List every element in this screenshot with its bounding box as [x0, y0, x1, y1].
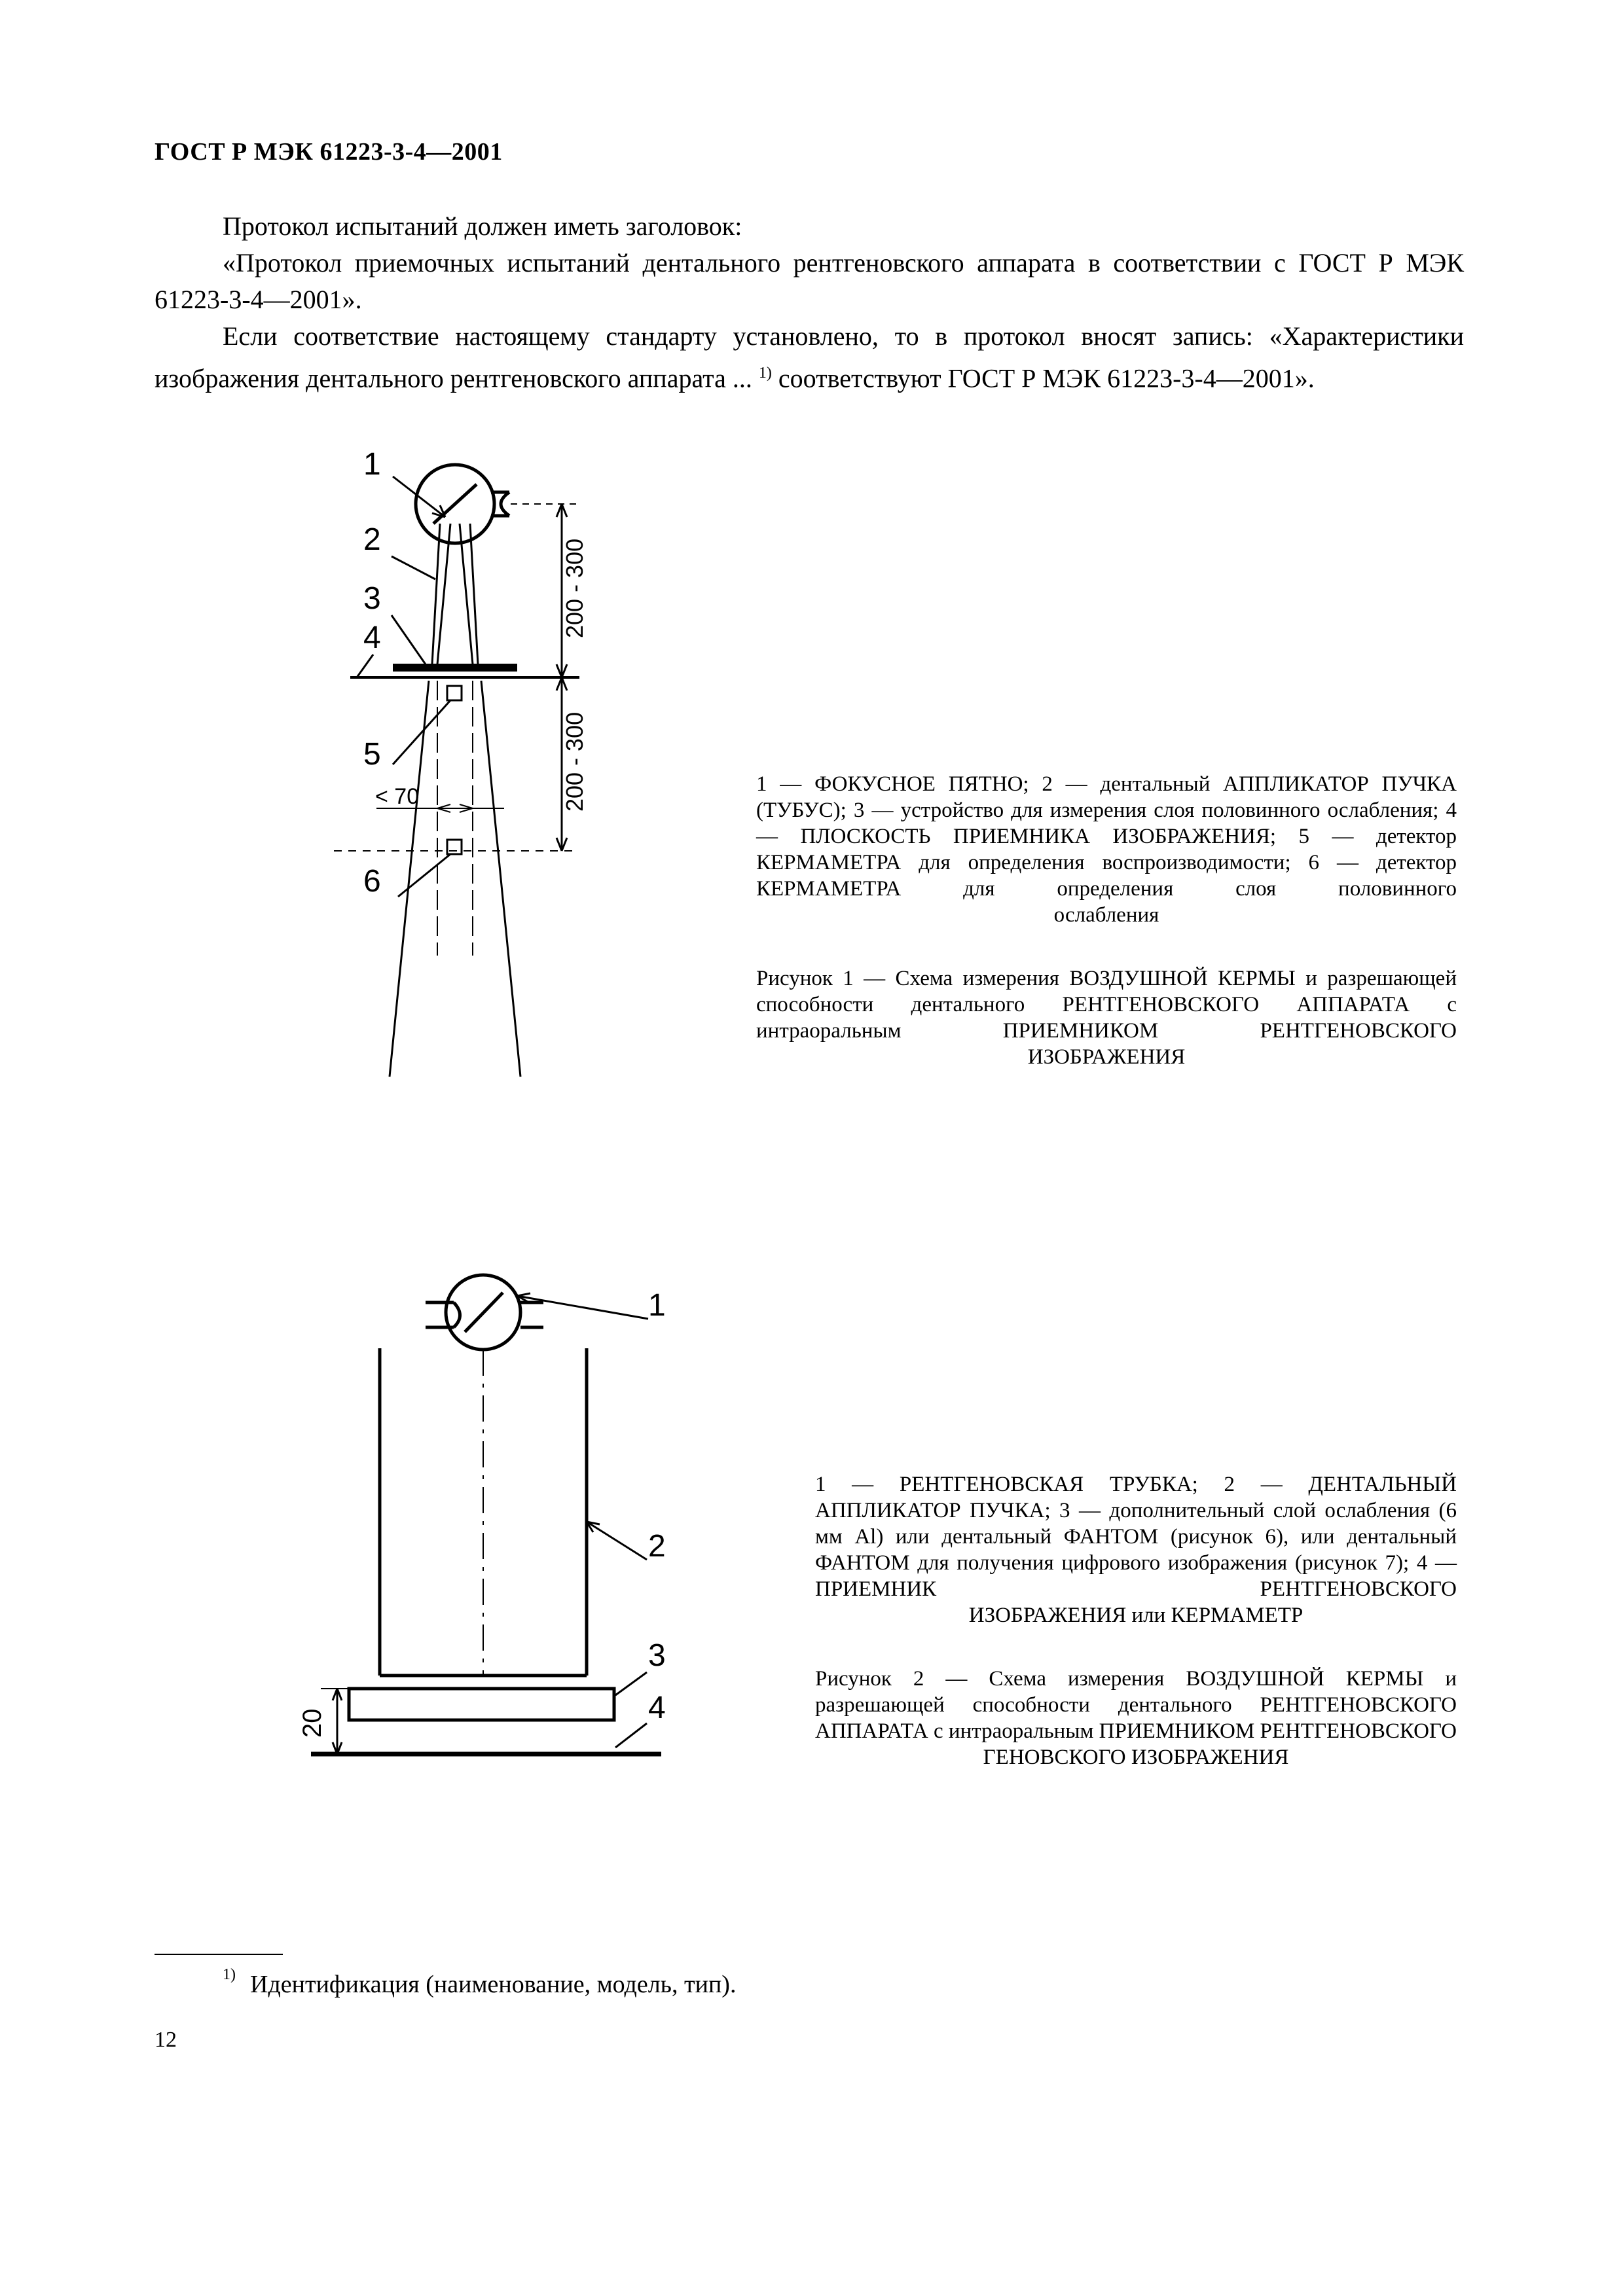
figure-1-legend-text: 1 — ФОКУСНОЕ ПЯТНО; 2 — дентальный АППЛИКАТОР ПУЧКА (ТУБУС); 3 — устройство для измерения слоя половинного ослабления; 4 — ПЛОСКОСТЬ ПРИЕМНИКА ИЗОБРАЖЕНИЯ; 5 — детектор КЕРМАМЕТРА для определения воспроизводимости; 6 — детектор КЕРМАМЕТРА для определения слоя половинного — [756, 772, 1457, 901]
figure-1-caption — [756, 965, 1457, 1070]
fig2-attenuation-layer — [349, 1689, 614, 1720]
figure-2-legend-last-line: ИЗОБРАЖЕНИЯ или КЕРМАМЕТР — [968, 1604, 1304, 1627]
page-number: 12 — [155, 2028, 177, 2052]
intro-paragraph-3 — [155, 318, 1464, 397]
fig1-label-5: 5 — [363, 737, 381, 772]
x-ray-tube-circle — [416, 465, 494, 543]
fig1-label-2: 2 — [363, 522, 381, 557]
intro-paragraph-3-text: Если соответствие настоящему стандарту установлено, то в протокол вносят запись: «Характеристики изображения дентального рентгеновского аппарата ... — [155, 321, 1464, 393]
fig1-dim-width: < 70 — [375, 784, 420, 809]
intro-paragraph-2: «Протокол приемочных испытаний дентального рентгеновского аппарата в соответствии с ГОСТ Р МЭК 61223-3-4—2001». — [155, 248, 1464, 314]
footnote — [223, 1966, 737, 1999]
fig2-label-3: 3 — [648, 1638, 666, 1673]
fig2-dim-height: 20 — [298, 1708, 327, 1738]
figure-2-caption — [815, 1666, 1457, 1770]
fig1-label-6: 6 — [363, 864, 381, 899]
cathode-symbol — [501, 492, 509, 516]
intro-paragraph-3-end: соответствуют ГОСТ Р МЭК 61223-3-4—2001». — [771, 363, 1315, 393]
figure-2-caption-last-line: ГЕНОВСКОГО ИЗОБРАЖЕНИЯ — [983, 1746, 1289, 1769]
figure-2-caption-text: Рисунок 2 — Схема измерения ВОЗДУШНОЙ КЕРМЫ и разрешающей способности дентального РЕНТГЕНОВСКОГО АППАРАТА с интраоральным ПРИЕМНИКОМ РЕНТГЕНОВСКОГО — [815, 1667, 1457, 1743]
footnote-marker: 1) — [223, 1966, 236, 1983]
fig2-tube-circle — [446, 1275, 520, 1350]
fig1-label-3: 3 — [363, 581, 381, 616]
footnote-reference: 1) — [758, 365, 772, 382]
figure-1-legend-last-line: ослабления — [1053, 903, 1159, 927]
figure-1-legend — [756, 771, 1457, 928]
fig2-label-2: 2 — [648, 1529, 666, 1564]
fig1-dim-upper: 200 - 300 — [561, 538, 588, 638]
figure-1-caption-text: Рисунок 1 — Схема измерения ВОЗДУШНОЙ КЕРМЫ и разрешающей способности дентального РЕНТГЕНОВСКОГО АППАРАТА с интраоральным ПРИЕМНИКОМ РЕНТГЕНОВСКОГО — [756, 967, 1457, 1043]
detector-6-box — [447, 840, 462, 854]
fig2-cathode-symbol — [454, 1302, 460, 1327]
intro-paragraph-1: Протокол испытаний должен иметь заголовок: — [223, 211, 742, 241]
fig2-label-4: 4 — [648, 1691, 666, 1725]
figure-2-legend-text: 1 — РЕНТГЕНОВСКАЯ ТРУБКА; 2 — ДЕНТАЛЬНЫЙ АППЛИКАТОР ПУЧКА; 3 — дополнительный слой ослабления (6 мм Al) или дентальный ФАНТОМ (рисунок 6), или дентальный ФАНТОМ для получения цифрового изображения (рисунок 7); 4 — ПРИЕМНИК РЕНТГЕНОВСКОГО — [815, 1473, 1457, 1601]
fig2-label-1: 1 — [648, 1288, 666, 1323]
fig1-label-1: 1 — [363, 447, 381, 482]
document-header: ГОСТ Р МЭК 61223-3-4—2001 — [155, 138, 503, 166]
footnote-divider — [155, 1954, 283, 1955]
intro-block — [155, 208, 1464, 397]
fig1-dim-lower: 200 - 300 — [561, 711, 588, 812]
fig1-label-4: 4 — [363, 620, 381, 655]
focal-spot-slash — [433, 484, 477, 524]
footnote-text: Идентификация (наименование, модель, тип). — [250, 1971, 737, 1998]
detector-5-box — [447, 686, 462, 700]
figure-2-legend — [815, 1471, 1457, 1628]
figure-1-caption-last-line: ИЗОБРАЖЕНИЯ — [1027, 1045, 1186, 1069]
